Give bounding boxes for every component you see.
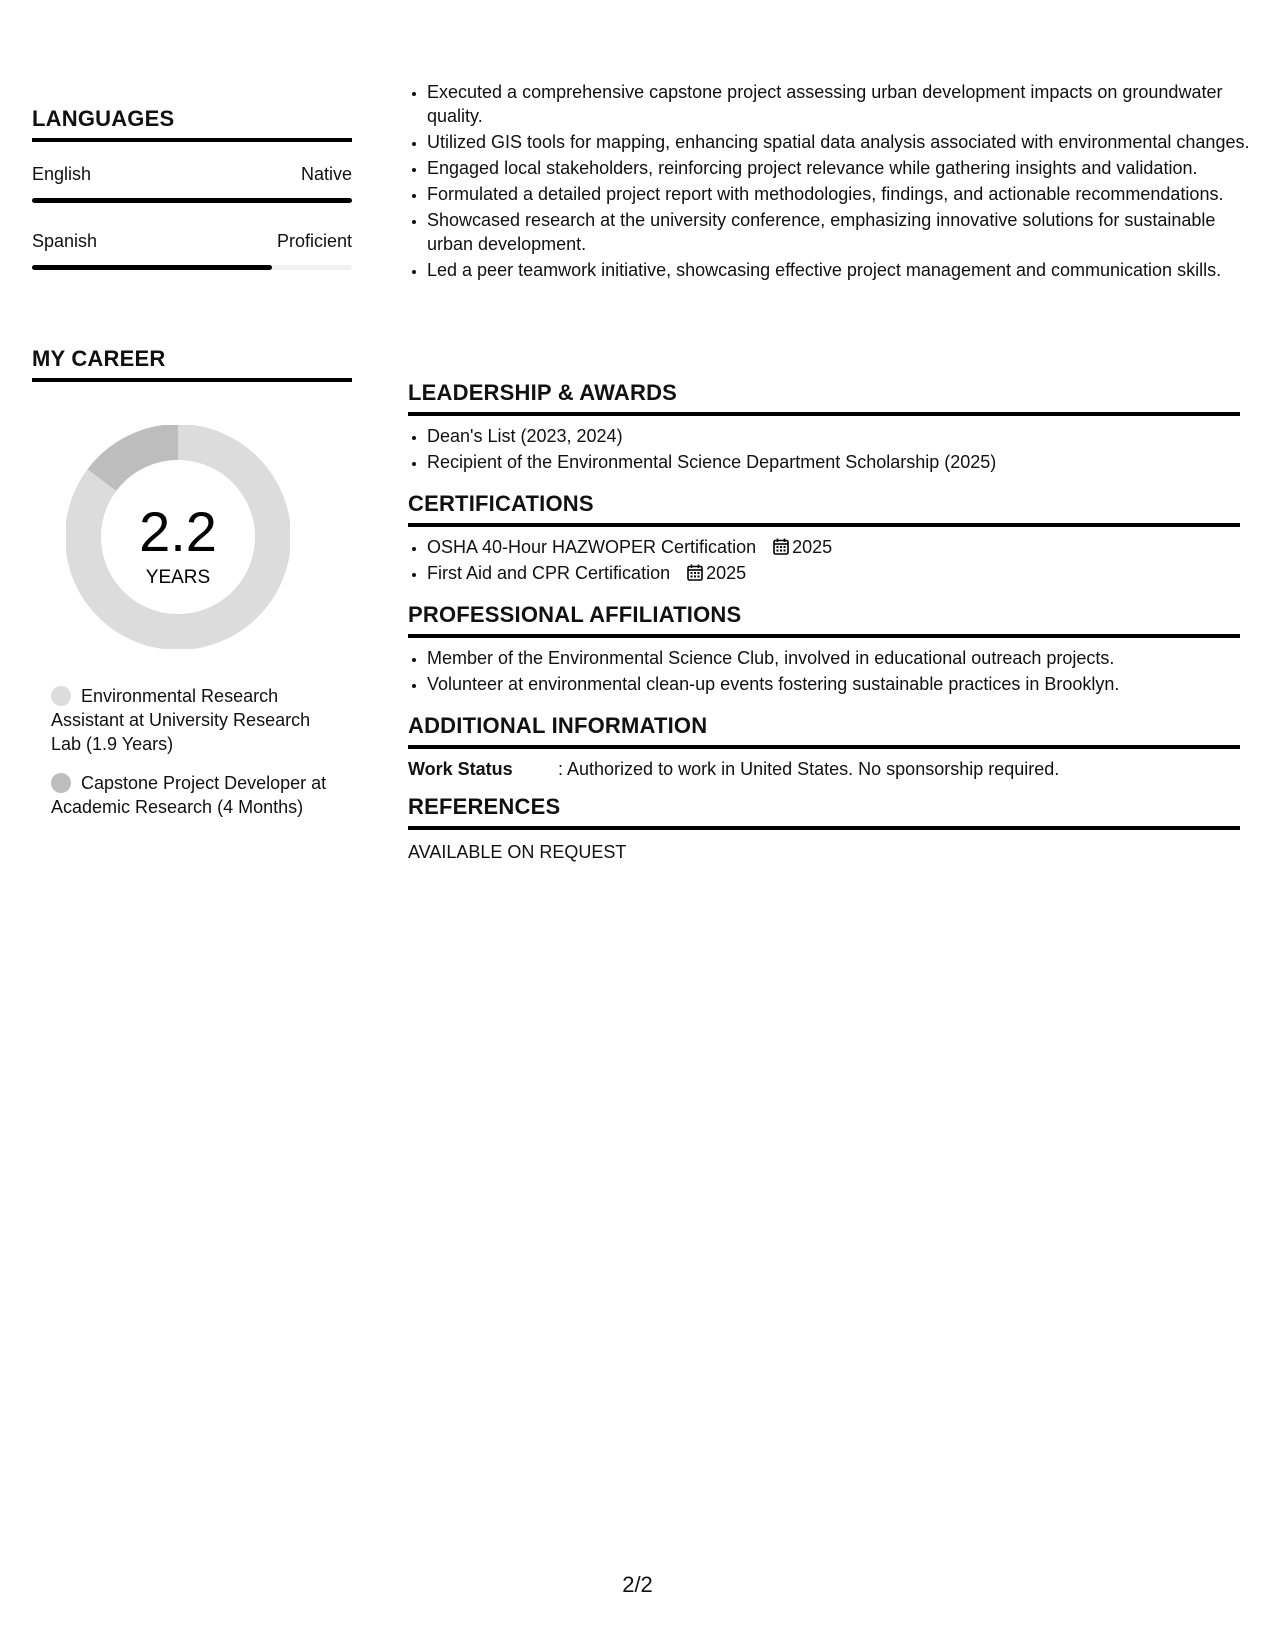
- references-text: AVAILABLE ON REQUEST: [408, 842, 627, 862]
- leadership-heading: LEADERSHIP & AWARDS: [408, 380, 1240, 416]
- additional-info-section: [408, 713, 1240, 781]
- certification-year: 2025: [792, 537, 833, 557]
- work-status-value: : Authorized to work in United States. No sponsorship required.: [558, 759, 1060, 779]
- legend-dot-icon: [51, 773, 71, 793]
- list-item: • Utilized GIS tools for mapping, enhancing spatial data analysis associated with environmental changes.: [427, 130, 1259, 154]
- list-item: • Recipient of the Environmental Science Department Scholarship (2025): [427, 450, 1240, 474]
- list-item: • Led a peer teamwork initiative, showcasing effective project management and communication skills.: [427, 258, 1259, 282]
- calendar-icon: [773, 538, 789, 555]
- career-legend-item: [51, 684, 331, 756]
- certifications-heading: CERTIFICATIONS: [408, 491, 1240, 527]
- leadership-section: [408, 380, 1240, 476]
- language-proficiency-fill: [32, 265, 272, 270]
- affiliations-heading: PROFESSIONAL AFFILIATIONS: [408, 602, 1240, 638]
- language-name: English: [32, 164, 92, 184]
- references-section: [408, 794, 1240, 864]
- certifications-section: [408, 491, 1240, 587]
- list-item: • Dean's List (2023, 2024): [427, 424, 1240, 448]
- language-level: Proficient: [276, 231, 352, 251]
- additional-info-heading: ADDITIONAL INFORMATION: [408, 713, 1240, 749]
- certification-name: OSHA 40-Hour HAZWOPER Certification: [427, 537, 757, 557]
- affiliations-section: [408, 602, 1240, 698]
- legend-dot-icon: [51, 686, 71, 706]
- references-heading: REFERENCES: [408, 794, 1240, 830]
- language-proficiency-bar: [32, 198, 352, 203]
- list-item: • Executed a comprehensive capstone project assessing urban development impacts on groundwater quality.: [427, 80, 1259, 128]
- donut-segment-1: [102, 442, 178, 480]
- leadership-list: [408, 424, 1240, 474]
- list-item: • Formulated a detailed project report with methodologies, findings, and actionable recommendations.: [427, 182, 1259, 206]
- certification-name: First Aid and CPR Certification: [427, 563, 671, 583]
- certification-item: [427, 535, 1240, 559]
- page-number: 2/2: [622, 1572, 653, 1597]
- career-legend-item: [51, 771, 331, 819]
- career-item-label: Environmental Research Assistant at University Research Lab (1.9 Years): [51, 686, 311, 754]
- certification-item: [427, 561, 1240, 585]
- list-item: • Showcased research at the university conference, emphasizing innovative solutions for sustainable urban development.: [427, 208, 1259, 256]
- career-total-value: 2.2: [139, 500, 217, 563]
- language-proficiency-bar: [32, 265, 352, 270]
- certification-year: 2025: [706, 563, 747, 583]
- list-item: • Volunteer at environmental clean-up events fostering sustainable practices in Brooklyn.: [427, 672, 1240, 696]
- affiliations-list: [408, 646, 1240, 696]
- language-level: Native: [300, 164, 352, 184]
- language-name: Spanish: [32, 231, 98, 251]
- experience-bullet-list: [408, 80, 1259, 284]
- languages-heading: LANGUAGES: [32, 106, 352, 142]
- language-proficiency-fill: [32, 198, 352, 203]
- list-item: • Engaged local stakeholders, reinforcing project relevance while gathering insights and validation.: [427, 156, 1259, 180]
- list-item: • Member of the Environmental Science Club, involved in educational outreach projects.: [427, 646, 1240, 670]
- career-donut-chart: [66, 425, 290, 649]
- career-item-label: Capstone Project Developer at Academic Research (4 Months): [51, 773, 327, 817]
- calendar-icon: [687, 564, 703, 581]
- work-status-label: Work Status: [408, 759, 513, 779]
- certifications-list: [408, 535, 1240, 585]
- career-heading: MY CAREER: [32, 346, 352, 382]
- career-total-unit: YEARS: [145, 567, 211, 588]
- work-status-row: [408, 757, 1240, 781]
